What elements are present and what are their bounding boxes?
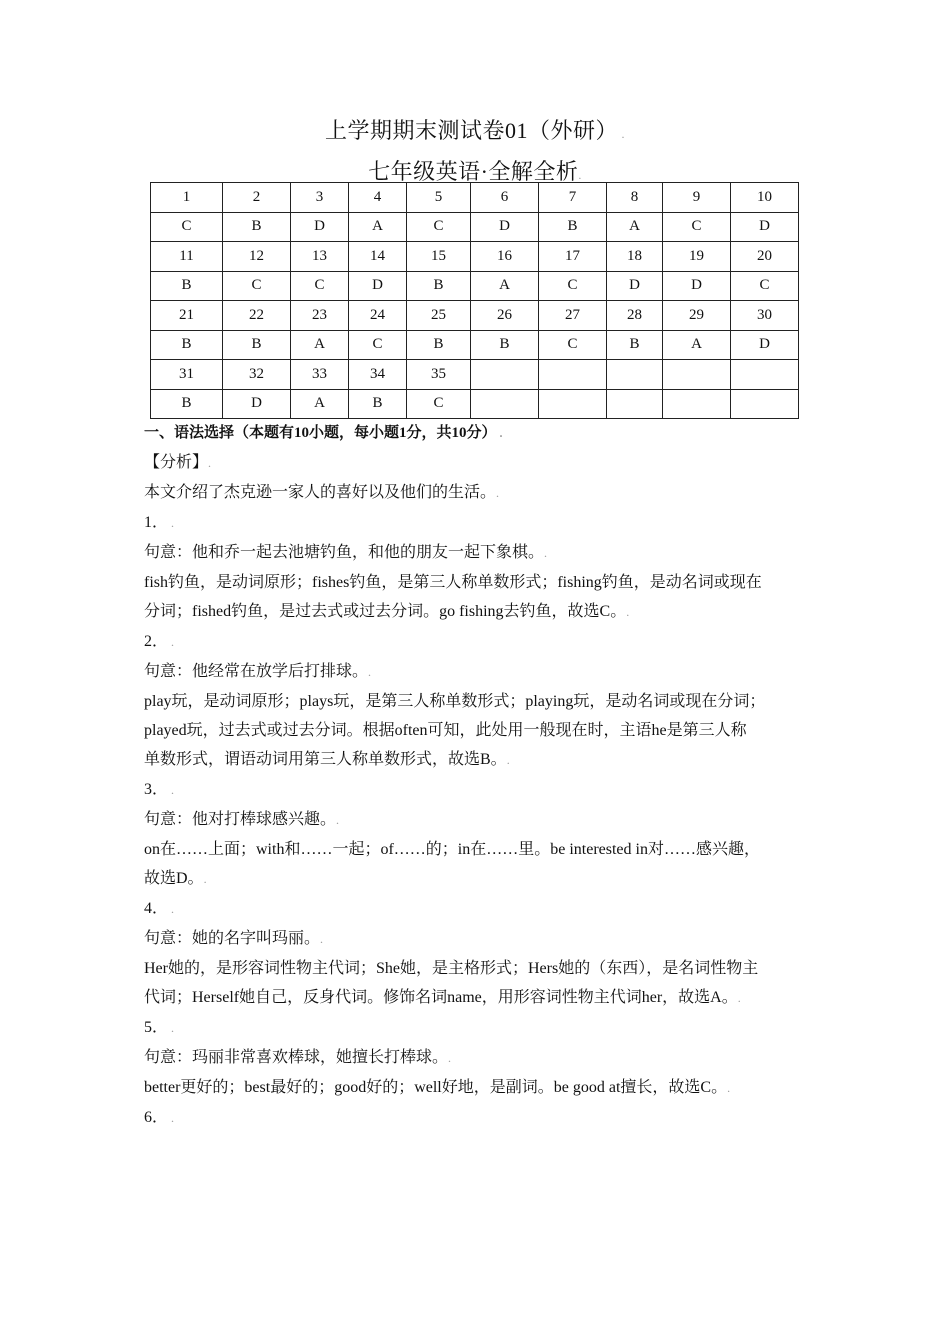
- answer-cell: D: [349, 271, 407, 301]
- question-number-cell: 4: [349, 183, 407, 213]
- question-number-cell: 1: [151, 183, 223, 213]
- explanation-line: play玩，是动词原形；plays玩，是第三人称单数形式；playing玩，是动名词或现在分词；: [144, 693, 766, 710]
- answer-cell: B: [407, 330, 471, 360]
- answer-cell: C: [539, 271, 607, 301]
- answer-cell: D: [731, 212, 799, 242]
- answer-cell: B: [607, 330, 663, 360]
- question-number-cell: [607, 360, 663, 390]
- question-number-cell: [731, 360, 799, 390]
- explanation-line: played玩，过去式或过去分词。根据often可知，此处用一般现在时，主语he是第三人称: [144, 722, 747, 739]
- answer-cell: A: [291, 330, 349, 360]
- question-number-cell: 3: [291, 183, 349, 213]
- answer-cell: A: [291, 389, 349, 419]
- answer-cell: D: [291, 212, 349, 242]
- analysis-label: 【分析】.: [144, 454, 212, 471]
- question-number-cell: 14: [349, 242, 407, 272]
- question-number-cell: 33: [291, 360, 349, 390]
- answer-cell: B: [407, 271, 471, 301]
- question-number-cell: 30: [731, 301, 799, 331]
- question-number-cell: 20: [731, 242, 799, 272]
- answer-table-row: [151, 330, 799, 360]
- answer-cell: D: [731, 330, 799, 360]
- explanation-line: 故选D。.: [144, 870, 207, 887]
- answer-table-row: [151, 360, 799, 390]
- answer-table: [150, 182, 799, 419]
- page-subtitle: 七年级英语·全解全析.: [368, 159, 582, 184]
- answer-cell: C: [151, 212, 223, 242]
- answer-cell: A: [349, 212, 407, 242]
- question-number-cell: 17: [539, 242, 607, 272]
- answer-cell: C: [291, 271, 349, 301]
- question-number-cell: 5: [407, 183, 471, 213]
- question-number-cell: 24: [349, 301, 407, 331]
- answer-cell: A: [471, 271, 539, 301]
- answer-cell: [731, 389, 799, 419]
- explanation-line: better更好的；best最好的；good好的；well好地，是副词。be good at擅长，故选C。.: [144, 1079, 731, 1096]
- answer-cell: B: [471, 330, 539, 360]
- answer-table-row: [151, 271, 799, 301]
- explanation-line: fish钓鱼，是动词原形；fishes钓鱼，是第三人称单数形式；fishing钓鱼，是动名词或现在: [144, 574, 762, 591]
- question-number-cell: 29: [663, 301, 731, 331]
- question-number-cell: 11: [151, 242, 223, 272]
- answer-table-row: [151, 212, 799, 242]
- question-number-cell: 13: [291, 242, 349, 272]
- analysis-content: [144, 419, 812, 1133]
- answer-cell: C: [731, 271, 799, 301]
- answer-cell: D: [607, 271, 663, 301]
- answer-cell: B: [349, 389, 407, 419]
- answer-cell: D: [223, 389, 291, 419]
- question-number: 1． .: [144, 514, 175, 531]
- question-number-cell: [539, 360, 607, 390]
- answer-cell: D: [663, 271, 731, 301]
- question-number-cell: 31: [151, 360, 223, 390]
- sentence-meaning: 句意：她的名字叫玛丽。.: [144, 930, 324, 947]
- question-number-cell: 35: [407, 360, 471, 390]
- answer-cell: C: [407, 389, 471, 419]
- explanation-line: 代词；Herself她自己，反身代词。修饰名词name，用形容词性物主代词her，故选A。.: [144, 989, 741, 1006]
- question-number-cell: 12: [223, 242, 291, 272]
- question-number-cell: [471, 360, 539, 390]
- answer-cell: B: [151, 389, 223, 419]
- question-number-cell: 34: [349, 360, 407, 390]
- question-number-cell: 8: [607, 183, 663, 213]
- answer-cell: A: [607, 212, 663, 242]
- answer-cell: C: [407, 212, 471, 242]
- explanation-line: Her她的，是形容词性物主代词；She她，是主格形式；Hers她的（东西），是名词性物主: [144, 960, 759, 977]
- answer-cell: B: [151, 330, 223, 360]
- answer-table-row: [151, 301, 799, 331]
- explanation-line: 分词；fished钓鱼，是过去式或过去分词。go fishing去钓鱼，故选C。.: [144, 603, 630, 620]
- answer-cell: B: [223, 212, 291, 242]
- question-number-cell: 25: [407, 301, 471, 331]
- answer-table-row: [151, 242, 799, 272]
- question-number: 3． .: [144, 781, 175, 798]
- question-number: 4． .: [144, 900, 175, 917]
- question-number-cell: 10: [731, 183, 799, 213]
- question-number-cell: 27: [539, 301, 607, 331]
- question-number-cell: 2: [223, 183, 291, 213]
- answer-cell: B: [539, 212, 607, 242]
- answer-table-row: [151, 183, 799, 213]
- section-heading: 一、语法选择（本题有10小题，每小题1分，共10分） .: [144, 425, 503, 441]
- answer-cell: [471, 389, 539, 419]
- question-number: 2． .: [144, 633, 175, 650]
- answer-cell: C: [223, 271, 291, 301]
- question-number-cell: 28: [607, 301, 663, 331]
- question-number-cell: 19: [663, 242, 731, 272]
- explanation-line: on在……上面；with和……一起；of……的；in在……里。be interested in对……感兴趣，: [144, 841, 760, 858]
- question-number-cell: 23: [291, 301, 349, 331]
- question-number-cell: 6: [471, 183, 539, 213]
- answer-table-row: [151, 389, 799, 419]
- question-number-cell: 32: [223, 360, 291, 390]
- question-number-cell: 21: [151, 301, 223, 331]
- question-number-cell: 7: [539, 183, 607, 213]
- answer-cell: [607, 389, 663, 419]
- question-number: 6． .: [144, 1109, 175, 1126]
- sentence-meaning: 句意：他对打棒球感兴趣。.: [144, 811, 340, 828]
- sentence-meaning: 句意：玛丽非常喜欢棒球，她擅长打棒球。.: [144, 1049, 452, 1066]
- sentence-meaning: 句意：他经常在放学后打排球。.: [144, 663, 372, 680]
- question-number: 5． .: [144, 1019, 175, 1036]
- question-number-cell: 18: [607, 242, 663, 272]
- answer-cell: B: [223, 330, 291, 360]
- question-number-cell: 22: [223, 301, 291, 331]
- question-number-cell: 15: [407, 242, 471, 272]
- answer-cell: A: [663, 330, 731, 360]
- sentence-meaning: 句意：他和乔一起去池塘钓鱼，和他的朋友一起下象棋。.: [144, 544, 548, 561]
- answer-cell: C: [349, 330, 407, 360]
- answer-cell: C: [663, 212, 731, 242]
- question-number-cell: [663, 360, 731, 390]
- summary-text: 本文介绍了杰克逊一家人的喜好以及他们的生活。.: [144, 484, 500, 501]
- page-title: 上学期期末测试卷01（外研） .: [324, 118, 625, 143]
- explanation-line: 单数形式，谓语动词用第三人称单数形式，故选B。.: [144, 751, 510, 768]
- answer-cell: B: [151, 271, 223, 301]
- question-number-cell: 16: [471, 242, 539, 272]
- question-number-cell: 26: [471, 301, 539, 331]
- answer-cell: D: [471, 212, 539, 242]
- question-number-cell: 9: [663, 183, 731, 213]
- answer-cell: [663, 389, 731, 419]
- answer-cell: C: [539, 330, 607, 360]
- answer-cell: [539, 389, 607, 419]
